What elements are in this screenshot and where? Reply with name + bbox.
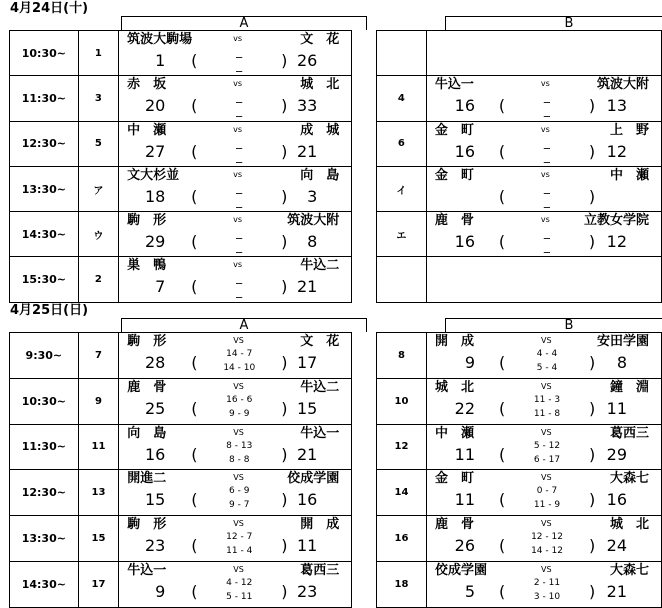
team-home: 牛込一 bbox=[434, 77, 474, 93]
paren-open: ( bbox=[498, 96, 506, 116]
match-cell bbox=[119, 76, 352, 121]
spacer bbox=[352, 470, 377, 516]
team-home: 鹿 骨 bbox=[127, 379, 167, 395]
vs-label: VS bbox=[541, 564, 552, 574]
team-home: 開進二 bbox=[127, 471, 167, 487]
paren-close: ) bbox=[281, 444, 288, 464]
half2-score: 3 - 10 bbox=[533, 591, 561, 602]
team-away: 安田学園 bbox=[596, 334, 649, 349]
score-home: 1 bbox=[155, 51, 166, 70]
table-row bbox=[10, 516, 662, 562]
game-number: 6 bbox=[376, 121, 426, 166]
court-b-header: B bbox=[445, 318, 662, 332]
match-cell bbox=[427, 470, 662, 516]
day-date: 4月25日(日) bbox=[10, 303, 89, 318]
spacer bbox=[352, 378, 377, 424]
spacer bbox=[352, 561, 377, 607]
vs-label: vs bbox=[540, 79, 550, 89]
team-home: 駒 形 bbox=[127, 213, 167, 229]
match-cell bbox=[427, 333, 662, 379]
team-away: 文 花 bbox=[300, 32, 340, 47]
paren-close: ) bbox=[281, 186, 288, 206]
dash-mark: _ bbox=[543, 148, 550, 163]
score-away: 29 bbox=[606, 444, 627, 464]
paren-open: ( bbox=[499, 353, 506, 372]
table-row bbox=[10, 561, 662, 607]
team-home: 城 北 bbox=[435, 379, 475, 395]
paren-open: ( bbox=[191, 536, 198, 556]
half2-score: 14 - 10 bbox=[223, 363, 256, 373]
vs-label: VS bbox=[541, 519, 552, 529]
score-home: 16 bbox=[454, 141, 475, 161]
score-home: 18 bbox=[144, 186, 166, 206]
game-number: 12 bbox=[376, 424, 426, 470]
time-cell: 12:30~ bbox=[10, 470, 79, 516]
table-row bbox=[10, 31, 662, 76]
half2-score: 5 - 11 bbox=[226, 591, 253, 602]
dash-mark: _ bbox=[236, 239, 243, 254]
time-cell: 12:30~ bbox=[10, 121, 79, 166]
court-a-header: A bbox=[121, 318, 367, 332]
vs-label: vs bbox=[233, 79, 242, 89]
paren-close: ) bbox=[589, 581, 596, 601]
score-away: 12 bbox=[606, 141, 627, 161]
spacer bbox=[352, 31, 377, 76]
paren-open: ( bbox=[191, 141, 198, 161]
time-cell: 14:30~ bbox=[10, 561, 79, 607]
paren-open: ( bbox=[499, 398, 506, 418]
dash-mark: _ bbox=[543, 179, 550, 194]
paren-close: ) bbox=[588, 186, 596, 206]
vs-label: vs bbox=[233, 124, 242, 134]
team-away: 成 城 bbox=[300, 122, 340, 138]
match-cell bbox=[426, 166, 661, 211]
dash-mark: _ bbox=[543, 193, 550, 208]
score-home: 16 bbox=[454, 232, 475, 252]
half1-score: 14 - 7 bbox=[226, 349, 253, 359]
half1-score: 16 - 6 bbox=[226, 394, 253, 405]
paren-close: ) bbox=[589, 444, 596, 464]
table-row bbox=[10, 424, 662, 470]
paren-close: ) bbox=[281, 536, 288, 556]
paren-open: ( bbox=[499, 490, 506, 510]
team-away: 鐘 淵 bbox=[609, 379, 649, 395]
score-away: 21 bbox=[296, 141, 318, 161]
paren-open: ( bbox=[191, 96, 198, 116]
match-cell bbox=[426, 257, 661, 302]
score-home: 29 bbox=[144, 232, 166, 252]
spacer bbox=[352, 257, 377, 302]
match-cell bbox=[119, 31, 352, 76]
half1-score: 12 - 12 bbox=[531, 532, 563, 543]
dash-mark: _ bbox=[236, 89, 243, 104]
match-cell bbox=[119, 333, 352, 379]
score-away: 16 bbox=[296, 490, 318, 510]
time-cell: 10:30~ bbox=[10, 378, 79, 424]
time-cell: 15:30~ bbox=[10, 257, 79, 302]
dash-mark: _ bbox=[236, 44, 243, 58]
game-number: 14 bbox=[376, 470, 426, 516]
score-home: 9 bbox=[155, 581, 166, 601]
team-home: 文大杉並 bbox=[127, 167, 180, 183]
dash-mark: _ bbox=[236, 103, 243, 118]
team-home: 開 成 bbox=[435, 334, 475, 349]
spacer bbox=[352, 424, 377, 470]
dash-mark: _ bbox=[236, 58, 243, 72]
game-number: 11 bbox=[78, 424, 119, 470]
game-number: 1 bbox=[78, 31, 118, 76]
game-number: エ bbox=[376, 212, 426, 257]
team-home: 巣 鴨 bbox=[127, 258, 167, 274]
table-row bbox=[10, 378, 662, 424]
game-number: 10 bbox=[376, 378, 426, 424]
half2-score: 5 - 4 bbox=[536, 363, 558, 373]
vs-label: vs bbox=[540, 124, 550, 134]
vs-label: VS bbox=[233, 564, 244, 574]
paren-open: ( bbox=[191, 490, 198, 510]
match-cell bbox=[427, 516, 662, 562]
half2-score: 11 - 8 bbox=[533, 408, 561, 419]
paren-open: ( bbox=[498, 141, 506, 161]
team-home: 向 島 bbox=[127, 425, 167, 441]
half1-score: 0 - 7 bbox=[536, 486, 558, 497]
score-home: 5 bbox=[464, 581, 475, 601]
paren-close: ) bbox=[589, 490, 596, 510]
game-number: 9 bbox=[78, 378, 119, 424]
time-cell: 13:30~ bbox=[10, 166, 79, 211]
score-home: 22 bbox=[454, 398, 475, 418]
spacer bbox=[352, 76, 377, 121]
half2-score: 11 - 4 bbox=[226, 546, 253, 557]
vs-label: VS bbox=[541, 336, 552, 345]
spacer bbox=[352, 333, 377, 379]
dash-mark: _ bbox=[236, 148, 243, 163]
paren-close: ) bbox=[588, 96, 596, 116]
paren-open: ( bbox=[499, 581, 506, 601]
score-away: 11 bbox=[606, 398, 627, 418]
team-away: 城 北 bbox=[300, 77, 340, 93]
score-away: 26 bbox=[296, 51, 318, 70]
half1-score: 8 - 13 bbox=[226, 440, 253, 451]
paren-close: ) bbox=[589, 536, 596, 556]
score-home: 11 bbox=[454, 444, 475, 464]
score-away: 24 bbox=[606, 536, 627, 556]
score-away: 11 bbox=[296, 536, 318, 556]
score-away: 33 bbox=[296, 96, 318, 116]
match-cell bbox=[119, 212, 352, 257]
paren-open: ( bbox=[191, 581, 198, 601]
team-away: 中 瀬 bbox=[609, 167, 649, 183]
spacer bbox=[352, 212, 377, 257]
vs-label: VS bbox=[541, 473, 552, 483]
time-cell: 13:30~ bbox=[10, 516, 79, 562]
vs-label: vs bbox=[233, 34, 242, 43]
team-home: 金 町 bbox=[434, 122, 474, 138]
game-number: イ bbox=[376, 166, 426, 211]
table-row bbox=[10, 121, 662, 166]
match-cell bbox=[119, 166, 352, 211]
paren-open: ( bbox=[191, 398, 198, 418]
score-away: 21 bbox=[296, 444, 318, 464]
match-cell bbox=[427, 378, 662, 424]
vs-label: VS bbox=[233, 381, 244, 391]
match-cell bbox=[119, 470, 352, 516]
team-home: 筑波大駒場 bbox=[127, 32, 193, 47]
schedule-table bbox=[9, 30, 662, 303]
half2-score: 9 - 7 bbox=[229, 500, 250, 511]
paren-close: ) bbox=[281, 141, 288, 161]
game-number: ア bbox=[78, 166, 118, 211]
team-home: 佼成学園 bbox=[435, 562, 488, 578]
score-home: 15 bbox=[144, 490, 166, 510]
team-home: 金 町 bbox=[434, 167, 474, 183]
table-row bbox=[10, 470, 662, 516]
score-away: 13 bbox=[606, 96, 627, 116]
time-cell: 11:30~ bbox=[10, 76, 79, 121]
dash-mark: _ bbox=[543, 239, 550, 254]
team-away: 牛込二 bbox=[300, 258, 340, 274]
game-number: 5 bbox=[78, 121, 118, 166]
dash-mark: _ bbox=[236, 179, 243, 194]
paren-close: ) bbox=[281, 490, 288, 510]
team-away: 筑波大附 bbox=[287, 213, 340, 229]
score-away: 12 bbox=[606, 232, 627, 252]
paren-close: ) bbox=[281, 96, 288, 116]
half1-score: 12 - 7 bbox=[226, 532, 253, 543]
vs-label: vs bbox=[540, 169, 550, 179]
match-cell bbox=[426, 121, 661, 166]
vs-label: VS bbox=[233, 473, 244, 483]
team-home: 赤 坂 bbox=[127, 77, 167, 93]
paren-close: ) bbox=[589, 398, 596, 418]
time-cell: 14:30~ bbox=[10, 212, 79, 257]
game-number: 18 bbox=[376, 561, 426, 607]
court-b-header: B bbox=[445, 16, 662, 30]
team-away: 文 花 bbox=[300, 334, 340, 349]
table-row bbox=[10, 166, 662, 211]
match-cell bbox=[119, 561, 352, 607]
spacer bbox=[352, 166, 377, 211]
paren-close: ) bbox=[281, 581, 288, 601]
dash-mark: _ bbox=[236, 225, 243, 240]
vs-label: vs bbox=[540, 215, 550, 225]
paren-close: ) bbox=[281, 51, 288, 70]
score-home: 25 bbox=[144, 398, 166, 418]
dash-mark: _ bbox=[543, 225, 550, 240]
dash-mark: _ bbox=[543, 89, 550, 104]
team-home: 駒 形 bbox=[127, 334, 167, 349]
half1-score: 4 - 12 bbox=[226, 577, 253, 588]
game-number: 13 bbox=[78, 470, 119, 516]
score-home: 9 bbox=[464, 353, 475, 372]
half2-score: 8 - 8 bbox=[229, 454, 250, 465]
game-number bbox=[376, 31, 426, 76]
team-away: 城 北 bbox=[609, 517, 649, 533]
half1-score: 5 - 12 bbox=[533, 440, 561, 451]
paren-open: ( bbox=[499, 444, 506, 464]
score-home: 7 bbox=[155, 277, 166, 297]
paren-open: ( bbox=[498, 232, 506, 252]
game-number: 3 bbox=[78, 76, 118, 121]
team-away: 牛込二 bbox=[300, 379, 340, 395]
paren-open: ( bbox=[498, 186, 506, 206]
half2-score: 11 - 9 bbox=[533, 500, 561, 511]
table-row bbox=[10, 333, 662, 379]
table-row bbox=[10, 212, 662, 257]
paren-close: ) bbox=[281, 353, 288, 372]
half1-score: 2 - 11 bbox=[533, 577, 561, 588]
vs-label: VS bbox=[233, 519, 244, 529]
game-number: 15 bbox=[78, 516, 119, 562]
vs-label: vs bbox=[233, 260, 242, 270]
half1-score: 11 - 3 bbox=[533, 394, 561, 405]
team-home: 鹿 骨 bbox=[434, 213, 474, 229]
table-row bbox=[10, 257, 662, 302]
paren-close: ) bbox=[588, 141, 596, 161]
team-home: 金 町 bbox=[435, 471, 475, 487]
score-away: 8 bbox=[616, 353, 627, 372]
vs-label: VS bbox=[233, 336, 244, 345]
score-away: 3 bbox=[307, 186, 318, 206]
score-home: 16 bbox=[144, 444, 166, 464]
paren-close: ) bbox=[589, 353, 596, 372]
paren-close: ) bbox=[281, 277, 288, 297]
score-home: 20 bbox=[144, 96, 166, 116]
score-home: 27 bbox=[144, 141, 166, 161]
half1-score: 4 - 4 bbox=[536, 349, 558, 359]
paren-open: ( bbox=[191, 277, 198, 297]
game-number: 2 bbox=[78, 257, 118, 302]
team-home: 牛込一 bbox=[127, 562, 167, 578]
team-away: 牛込一 bbox=[300, 425, 340, 441]
court-a-header: A bbox=[121, 16, 367, 30]
half2-score: 9 - 9 bbox=[229, 408, 250, 419]
table-row bbox=[10, 76, 662, 121]
match-cell bbox=[119, 424, 352, 470]
vs-label: VS bbox=[541, 427, 552, 437]
score-home: 16 bbox=[454, 96, 475, 116]
game-number: 7 bbox=[78, 333, 119, 379]
paren-open: ( bbox=[191, 353, 198, 372]
spacer bbox=[352, 121, 377, 166]
half1-score: 6 - 9 bbox=[229, 486, 250, 497]
score-away: 21 bbox=[296, 277, 318, 297]
paren-close: ) bbox=[281, 232, 288, 252]
team-away: 葛西三 bbox=[300, 562, 340, 578]
game-number: 4 bbox=[376, 76, 426, 121]
paren-open: ( bbox=[191, 186, 198, 206]
game-number: ウ bbox=[78, 212, 118, 257]
match-cell bbox=[426, 31, 661, 76]
team-away: 向 島 bbox=[300, 167, 340, 183]
score-home: 11 bbox=[454, 490, 475, 510]
score-home: 23 bbox=[144, 536, 166, 556]
score-away: 21 bbox=[606, 581, 627, 601]
vs-label: VS bbox=[233, 427, 244, 437]
day-date: 4月24日(十) bbox=[10, 1, 89, 16]
paren-close: ) bbox=[588, 232, 596, 252]
match-cell bbox=[427, 424, 662, 470]
half2-score: 14 - 12 bbox=[531, 546, 563, 557]
dash-mark: _ bbox=[543, 134, 550, 149]
match-cell bbox=[119, 516, 352, 562]
team-away: 開 成 bbox=[300, 517, 340, 533]
team-home: 鹿 骨 bbox=[435, 517, 475, 533]
paren-open: ( bbox=[191, 51, 198, 70]
schedule-table bbox=[9, 332, 662, 608]
score-home: 28 bbox=[144, 353, 166, 372]
paren-close: ) bbox=[281, 398, 288, 418]
team-away: 筑波大附 bbox=[596, 77, 649, 93]
paren-open: ( bbox=[191, 232, 198, 252]
game-number: 16 bbox=[376, 516, 426, 562]
vs-label: VS bbox=[541, 381, 552, 391]
game-number: 8 bbox=[376, 333, 426, 379]
team-away: 葛西三 bbox=[609, 425, 649, 441]
team-home: 中 瀬 bbox=[127, 122, 167, 138]
time-cell: 11:30~ bbox=[10, 424, 79, 470]
match-cell bbox=[426, 212, 661, 257]
paren-open: ( bbox=[191, 444, 198, 464]
team-away: 大森七 bbox=[609, 471, 649, 487]
match-cell bbox=[119, 121, 352, 166]
half2-score: 6 - 17 bbox=[533, 454, 561, 465]
team-home: 駒 形 bbox=[127, 517, 167, 533]
game-number bbox=[376, 257, 426, 302]
paren-open: ( bbox=[499, 536, 506, 556]
team-away: 佼成学園 bbox=[287, 471, 340, 487]
score-away: 17 bbox=[296, 353, 318, 372]
game-number: 17 bbox=[78, 561, 119, 607]
dash-mark: _ bbox=[236, 134, 243, 149]
score-away: 23 bbox=[296, 581, 318, 601]
dash-mark: _ bbox=[543, 103, 550, 118]
dash-mark: _ bbox=[236, 270, 243, 285]
team-away: 立教女学院 bbox=[583, 213, 649, 229]
team-away: 大森七 bbox=[609, 562, 649, 578]
score-away: 16 bbox=[606, 490, 627, 510]
team-away: 上 野 bbox=[609, 122, 649, 138]
match-cell bbox=[427, 561, 662, 607]
time-cell: 10:30~ bbox=[10, 31, 79, 76]
score-away: 15 bbox=[296, 398, 318, 418]
vs-label: vs bbox=[233, 215, 242, 225]
time-cell: 9:30~ bbox=[10, 333, 79, 379]
match-cell bbox=[119, 257, 352, 302]
dash-mark: _ bbox=[236, 284, 243, 299]
score-away: 8 bbox=[307, 232, 318, 252]
spacer bbox=[352, 516, 377, 562]
match-cell bbox=[119, 378, 352, 424]
match-cell bbox=[426, 76, 661, 121]
vs-label: vs bbox=[233, 169, 242, 179]
dash-mark: _ bbox=[236, 193, 243, 208]
team-home: 中 瀬 bbox=[435, 425, 475, 441]
score-home: 26 bbox=[454, 536, 475, 556]
